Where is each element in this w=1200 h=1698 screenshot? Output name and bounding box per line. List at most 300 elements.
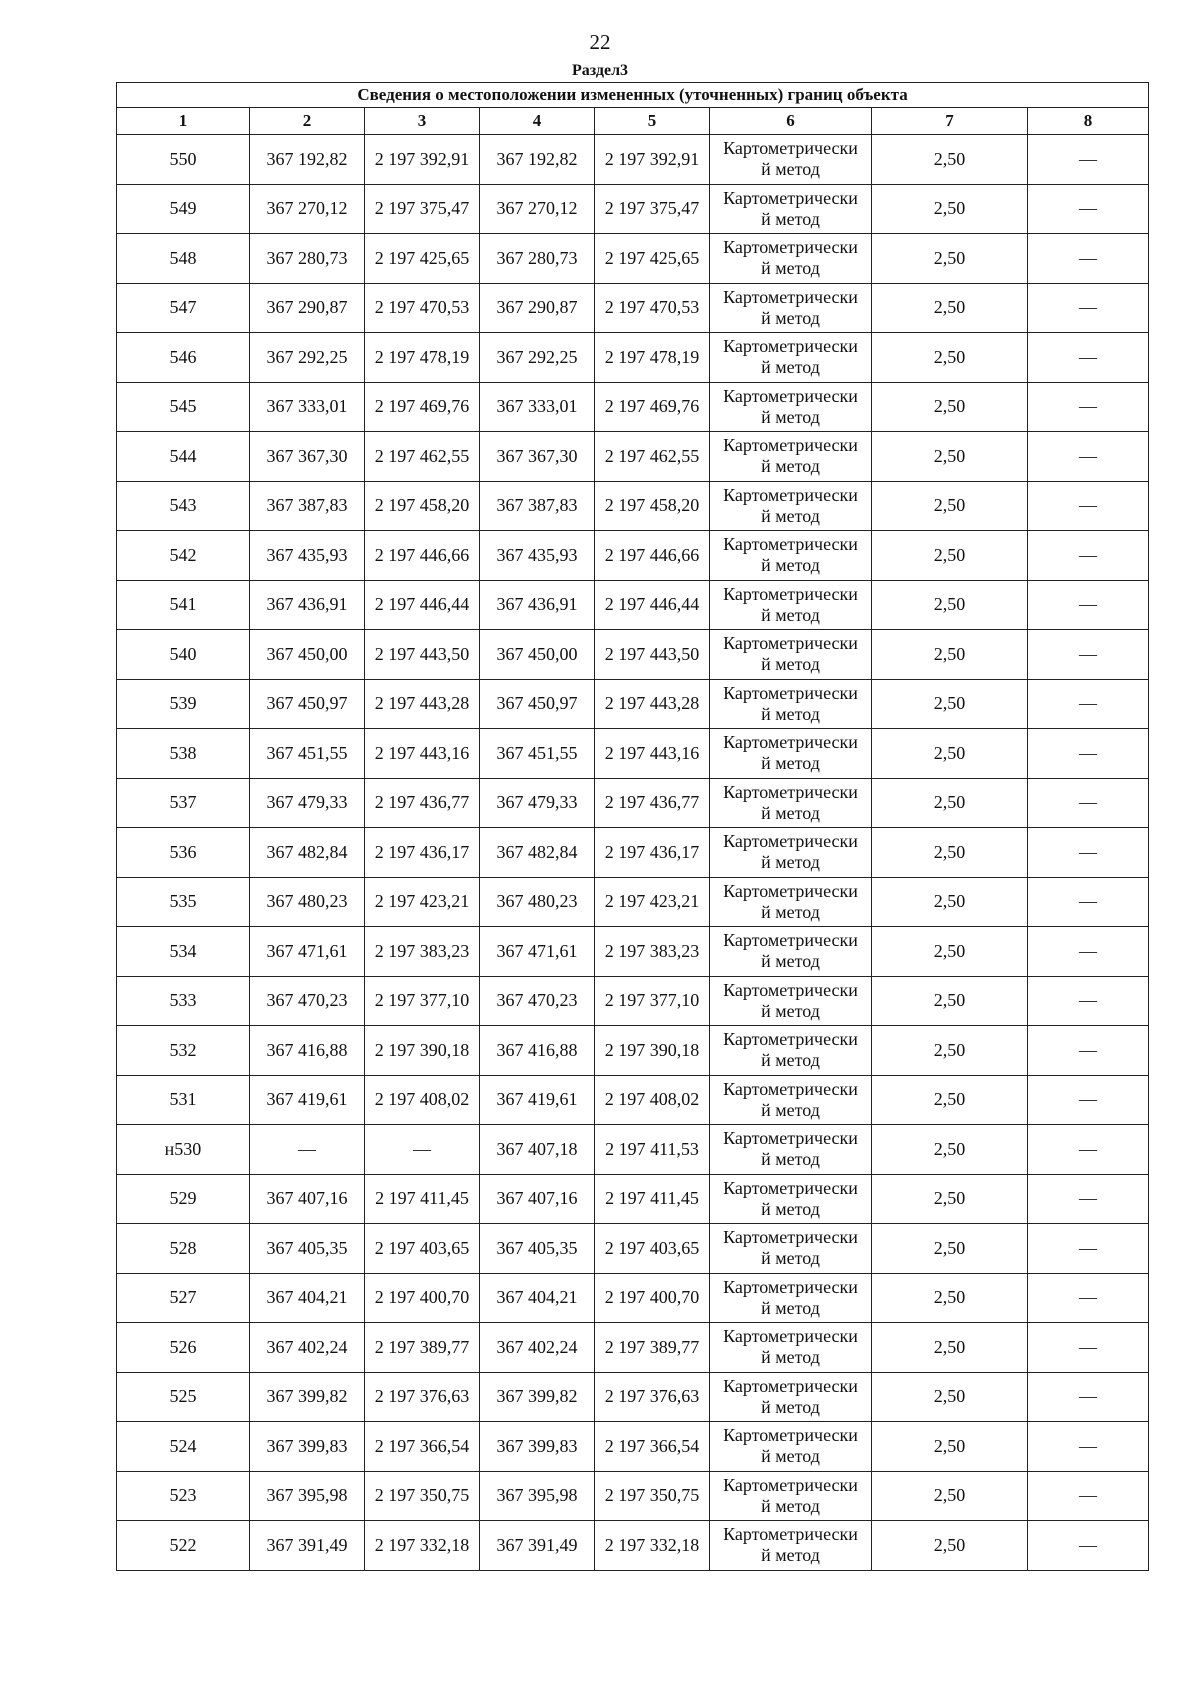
table-row xyxy=(117,531,1149,581)
table-cell-col-5: 2 197 400,70 xyxy=(595,1273,710,1323)
table-title: Сведения о местоположении измененных (уточненных) границ объекта xyxy=(117,83,1149,108)
column-header-3: 3 xyxy=(365,108,480,135)
table-row xyxy=(117,729,1149,779)
table-row xyxy=(117,481,1149,531)
table-cell-col-7: 2,50 xyxy=(872,1224,1028,1274)
table-cell-col-2: — xyxy=(250,1125,365,1175)
table-cell-col-7: 2,50 xyxy=(872,1075,1028,1125)
table-row xyxy=(117,1323,1149,1373)
method-text-line: Картометрически xyxy=(723,286,858,307)
table-cell-col-6 xyxy=(710,1422,872,1472)
table-cell-col-2: 367 435,93 xyxy=(250,531,365,581)
table-cell-col-5: 2 197 436,17 xyxy=(595,828,710,878)
table-row xyxy=(117,877,1149,927)
method-text-line: Картометрически xyxy=(723,583,858,604)
table-cell-col-3: 2 197 446,66 xyxy=(365,531,480,581)
table-cell-col-4: 367 480,23 xyxy=(480,877,595,927)
method-text-line: Картометрически xyxy=(723,1474,858,1495)
table-cell-col-3: 2 197 389,77 xyxy=(365,1323,480,1373)
table-cell-col-3: 2 197 443,16 xyxy=(365,729,480,779)
table-cell-col-5: 2 197 478,19 xyxy=(595,333,710,383)
table-cell-col-4: 367 435,93 xyxy=(480,531,595,581)
table-cell-col-7: 2,50 xyxy=(872,1026,1028,1076)
table-cell-col-6 xyxy=(710,283,872,333)
table-row xyxy=(117,432,1149,482)
table-cell-col-6 xyxy=(710,135,872,185)
column-header-7: 7 xyxy=(872,108,1028,135)
table-cell-col-3: 2 197 443,50 xyxy=(365,630,480,680)
column-header-1: 1 xyxy=(117,108,250,135)
table-row xyxy=(117,1422,1149,1472)
method-text-line: Картометрически xyxy=(723,385,858,406)
table-cell-col-8: — xyxy=(1028,1521,1149,1571)
table-cell-col-3: 2 197 470,53 xyxy=(365,283,480,333)
table-cell-col-1: 522 xyxy=(117,1521,250,1571)
table-cell-col-5: 2 197 377,10 xyxy=(595,976,710,1026)
table-cell-col-2: 367 192,82 xyxy=(250,135,365,185)
table-cell-col-1: 531 xyxy=(117,1075,250,1125)
table-cell-col-3: 2 197 383,23 xyxy=(365,927,480,977)
column-header-4: 4 xyxy=(480,108,595,135)
table-cell-col-7: 2,50 xyxy=(872,184,1028,234)
page-number: 22 xyxy=(589,30,611,54)
table-cell-col-8: — xyxy=(1028,234,1149,284)
table-cell-col-5: 2 197 389,77 xyxy=(595,1323,710,1373)
table-row xyxy=(117,1224,1149,1274)
table-cell-col-8: — xyxy=(1028,927,1149,977)
table-cell-col-3: 2 197 425,65 xyxy=(365,234,480,284)
method-text-line: Картометрически xyxy=(723,435,858,456)
table-cell-col-5: 2 197 390,18 xyxy=(595,1026,710,1076)
table-cell-col-8: — xyxy=(1028,531,1149,581)
method-text-line: Картометрически xyxy=(723,187,858,208)
method-text-line: й метод xyxy=(761,1248,820,1269)
table-cell-col-4: 367 280,73 xyxy=(480,234,595,284)
table-cell-col-6 xyxy=(710,679,872,729)
table-cell-col-7: 2,50 xyxy=(872,927,1028,977)
table-cell-col-5: 2 197 403,65 xyxy=(595,1224,710,1274)
table-cell-col-3: — xyxy=(365,1125,480,1175)
method-text-line: Картометрически xyxy=(723,633,858,654)
column-header-2: 2 xyxy=(250,108,365,135)
table-cell-col-7: 2,50 xyxy=(872,1323,1028,1373)
table-cell-col-4: 367 192,82 xyxy=(480,135,595,185)
method-text-line: Картометрически xyxy=(723,534,858,555)
method-text-line: Картометрически xyxy=(723,880,858,901)
table-cell-col-7: 2,50 xyxy=(872,828,1028,878)
table-cell-col-2: 367 407,16 xyxy=(250,1174,365,1224)
table-cell-col-4: 367 399,82 xyxy=(480,1372,595,1422)
table-cell-col-3: 2 197 400,70 xyxy=(365,1273,480,1323)
table-cell-col-2: 367 436,91 xyxy=(250,580,365,630)
table-row xyxy=(117,927,1149,977)
table-cell-col-3: 2 197 403,65 xyxy=(365,1224,480,1274)
method-text-line: Картометрически xyxy=(723,1177,858,1198)
table-cell-col-7: 2,50 xyxy=(872,1372,1028,1422)
table-cell-col-8: — xyxy=(1028,333,1149,383)
table-cell-col-8: — xyxy=(1028,1174,1149,1224)
table-cell-col-6 xyxy=(710,828,872,878)
table-cell-col-3: 2 197 390,18 xyxy=(365,1026,480,1076)
method-text-line: й метод xyxy=(761,1149,820,1170)
table-row xyxy=(117,382,1149,432)
table-cell-col-4: 367 270,12 xyxy=(480,184,595,234)
table-cell-col-4: 367 451,55 xyxy=(480,729,595,779)
table-cell-col-7: 2,50 xyxy=(872,1521,1028,1571)
table-cell-col-8: — xyxy=(1028,630,1149,680)
table-row xyxy=(117,234,1149,284)
table-cell-col-6 xyxy=(710,877,872,927)
table-row xyxy=(117,580,1149,630)
method-text-line: Картометрически xyxy=(723,336,858,357)
table-cell-col-8: — xyxy=(1028,283,1149,333)
table-cell-col-6 xyxy=(710,1323,872,1373)
table-cell-col-2: 367 292,25 xyxy=(250,333,365,383)
table-cell-col-8: — xyxy=(1028,135,1149,185)
table-cell-col-5: 2 197 458,20 xyxy=(595,481,710,531)
table-cell-col-2: 367 333,01 xyxy=(250,382,365,432)
method-text-line: Картометрически xyxy=(723,1425,858,1446)
table-cell-col-8: — xyxy=(1028,1323,1149,1373)
table-row xyxy=(117,283,1149,333)
method-text-line: й метод xyxy=(761,901,820,922)
table-cell-col-5: 2 197 443,28 xyxy=(595,679,710,729)
method-text-line: Картометрически xyxy=(723,1078,858,1099)
method-text-line: Картометрически xyxy=(723,781,858,802)
table-row xyxy=(117,1273,1149,1323)
table-cell-col-1: 545 xyxy=(117,382,250,432)
table-cell-col-2: 367 450,97 xyxy=(250,679,365,729)
table-cell-col-8: — xyxy=(1028,184,1149,234)
table-row xyxy=(117,1026,1149,1076)
column-header-8: 8 xyxy=(1028,108,1149,135)
table-cell-col-5: 2 197 446,44 xyxy=(595,580,710,630)
table-cell-col-8: — xyxy=(1028,1422,1149,1472)
table-cell-col-8: — xyxy=(1028,976,1149,1026)
table-cell-col-7: 2,50 xyxy=(872,531,1028,581)
method-text-line: й метод xyxy=(761,753,820,774)
table-cell-col-1: 535 xyxy=(117,877,250,927)
table-cell-col-7: 2,50 xyxy=(872,481,1028,531)
method-text-line: Картометрически xyxy=(723,979,858,1000)
table-cell-col-6 xyxy=(710,976,872,1026)
column-header-6: 6 xyxy=(710,108,872,135)
table-cell-col-6 xyxy=(710,382,872,432)
table-cell-col-3: 2 197 408,02 xyxy=(365,1075,480,1125)
table-cell-col-2: 367 402,24 xyxy=(250,1323,365,1373)
table-cell-col-4: 367 399,83 xyxy=(480,1422,595,1472)
table-cell-col-4: 367 419,61 xyxy=(480,1075,595,1125)
table-cell-col-2: 367 367,30 xyxy=(250,432,365,482)
table-cell-col-4: 367 292,25 xyxy=(480,333,595,383)
table-cell-col-3: 2 197 411,45 xyxy=(365,1174,480,1224)
table-cell-col-2: 367 479,33 xyxy=(250,778,365,828)
table-body xyxy=(117,135,1149,1571)
table-cell-col-4: 367 402,24 xyxy=(480,1323,595,1373)
table-row xyxy=(117,1471,1149,1521)
table-cell-col-5: 2 197 443,50 xyxy=(595,630,710,680)
table-cell-col-2: 367 399,83 xyxy=(250,1422,365,1472)
table-cell-col-8: — xyxy=(1028,828,1149,878)
table-cell-col-1: 547 xyxy=(117,283,250,333)
table-cell-col-6 xyxy=(710,1521,872,1571)
method-text-line: Картометрически xyxy=(723,1375,858,1396)
table-cell-col-4: 367 471,61 xyxy=(480,927,595,977)
table-cell-col-2: 367 290,87 xyxy=(250,283,365,333)
table-row xyxy=(117,1075,1149,1125)
table-cell-col-4: 367 416,88 xyxy=(480,1026,595,1076)
table-row xyxy=(117,679,1149,729)
method-text-line: й метод xyxy=(761,555,820,576)
table-cell-col-4: 367 391,49 xyxy=(480,1521,595,1571)
table-cell-col-1: 549 xyxy=(117,184,250,234)
table-cell-col-8: — xyxy=(1028,1026,1149,1076)
table-cell-col-1: 546 xyxy=(117,333,250,383)
table-cell-col-5: 2 197 332,18 xyxy=(595,1521,710,1571)
table-cell-col-8: — xyxy=(1028,729,1149,779)
method-text-line: й метод xyxy=(761,258,820,279)
table-header-row xyxy=(117,108,1149,135)
method-text-line: й метод xyxy=(761,802,820,823)
method-text-line: й метод xyxy=(761,1545,820,1566)
method-text-line: й метод xyxy=(761,654,820,675)
method-text-line: Картометрически xyxy=(723,682,858,703)
table-cell-col-7: 2,50 xyxy=(872,976,1028,1026)
method-text-line: й метод xyxy=(761,357,820,378)
table-cell-col-8: — xyxy=(1028,1075,1149,1125)
table-cell-col-1: 524 xyxy=(117,1422,250,1472)
table-cell-col-4: 367 470,23 xyxy=(480,976,595,1026)
table-cell-col-5: 2 197 425,65 xyxy=(595,234,710,284)
table-cell-col-2: 367 399,82 xyxy=(250,1372,365,1422)
table-cell-col-1: 525 xyxy=(117,1372,250,1422)
table-cell-col-2: 367 404,21 xyxy=(250,1273,365,1323)
method-text-line: Картометрически xyxy=(723,1276,858,1297)
table-cell-col-5: 2 197 411,45 xyxy=(595,1174,710,1224)
method-text-line: Картометрически xyxy=(723,1128,858,1149)
table-cell-col-5: 2 197 462,55 xyxy=(595,432,710,482)
table-cell-col-6 xyxy=(710,1372,872,1422)
table-cell-col-5: 2 197 408,02 xyxy=(595,1075,710,1125)
table-cell-col-5: 2 197 392,91 xyxy=(595,135,710,185)
table-cell-col-1: 540 xyxy=(117,630,250,680)
table-cell-col-6 xyxy=(710,778,872,828)
table-cell-col-5: 2 197 446,66 xyxy=(595,531,710,581)
table-cell-col-4: 367 450,97 xyxy=(480,679,595,729)
column-header-5: 5 xyxy=(595,108,710,135)
method-text-line: й метод xyxy=(761,951,820,972)
table-cell-col-8: — xyxy=(1028,1372,1149,1422)
table-cell-col-6 xyxy=(710,927,872,977)
table-cell-col-6 xyxy=(710,481,872,531)
table-cell-col-3: 2 197 350,75 xyxy=(365,1471,480,1521)
table-row xyxy=(117,135,1149,185)
table-cell-col-1: 538 xyxy=(117,729,250,779)
method-text-line: й метод xyxy=(761,159,820,180)
table-cell-col-6 xyxy=(710,234,872,284)
method-text-line: й метод xyxy=(761,406,820,427)
table-cell-col-2: 367 391,49 xyxy=(250,1521,365,1571)
table-cell-col-6 xyxy=(710,1174,872,1224)
table-cell-col-8: — xyxy=(1028,778,1149,828)
table-cell-col-6 xyxy=(710,1471,872,1521)
table-cell-col-8: — xyxy=(1028,580,1149,630)
method-text-line: й метод xyxy=(761,1198,820,1219)
table-cell-col-6 xyxy=(710,1224,872,1274)
method-text-line: Картометрически xyxy=(723,138,858,159)
table-cell-col-5: 2 197 423,21 xyxy=(595,877,710,927)
table-cell-col-1: 534 xyxy=(117,927,250,977)
table-cell-col-3: 2 197 443,28 xyxy=(365,679,480,729)
method-text-line: й метод xyxy=(761,703,820,724)
table-cell-col-6 xyxy=(710,630,872,680)
table-cell-col-3: 2 197 462,55 xyxy=(365,432,480,482)
table-cell-col-6 xyxy=(710,184,872,234)
table-row xyxy=(117,1372,1149,1422)
table-row xyxy=(117,184,1149,234)
table-cell-col-4: 367 407,16 xyxy=(480,1174,595,1224)
table-row xyxy=(117,1174,1149,1224)
method-text-line: Картометрически xyxy=(723,831,858,852)
table-cell-col-1: 550 xyxy=(117,135,250,185)
table-cell-col-8: — xyxy=(1028,1471,1149,1521)
table-cell-col-4: 367 407,18 xyxy=(480,1125,595,1175)
table-cell-col-3: 2 197 423,21 xyxy=(365,877,480,927)
table-cell-col-2: 367 280,73 xyxy=(250,234,365,284)
table-cell-col-6 xyxy=(710,1026,872,1076)
table-cell-col-1: 527 xyxy=(117,1273,250,1323)
method-text-line: й метод xyxy=(761,1050,820,1071)
table-cell-col-4: 367 482,84 xyxy=(480,828,595,878)
table-cell-col-7: 2,50 xyxy=(872,877,1028,927)
table-cell-col-3: 2 197 332,18 xyxy=(365,1521,480,1571)
method-text-line: й метод xyxy=(761,1495,820,1516)
table-cell-col-5: 2 197 366,54 xyxy=(595,1422,710,1472)
method-text-line: й метод xyxy=(761,1297,820,1318)
table-cell-col-3: 2 197 377,10 xyxy=(365,976,480,1026)
table-row xyxy=(117,1521,1149,1571)
method-text-line: й метод xyxy=(761,1099,820,1120)
method-text-line: й метод xyxy=(761,208,820,229)
table-cell-col-5: 2 197 443,16 xyxy=(595,729,710,779)
table-row xyxy=(117,333,1149,383)
table-cell-col-7: 2,50 xyxy=(872,1273,1028,1323)
table-row xyxy=(117,778,1149,828)
table-cell-col-1: 541 xyxy=(117,580,250,630)
table-cell-col-3: 2 197 366,54 xyxy=(365,1422,480,1472)
table-cell-col-4: 367 450,00 xyxy=(480,630,595,680)
table-cell-col-3: 2 197 375,47 xyxy=(365,184,480,234)
table-cell-col-6 xyxy=(710,531,872,581)
table-cell-col-2: 367 450,00 xyxy=(250,630,365,680)
method-text-line: Картометрически xyxy=(723,237,858,258)
table-cell-col-2: 367 451,55 xyxy=(250,729,365,779)
table-cell-col-4: 367 367,30 xyxy=(480,432,595,482)
table-cell-col-5: 2 197 469,76 xyxy=(595,382,710,432)
table-cell-col-1: 539 xyxy=(117,679,250,729)
table-cell-col-1: 533 xyxy=(117,976,250,1026)
table-cell-col-7: 2,50 xyxy=(872,1125,1028,1175)
method-text-line: Картометрически xyxy=(723,1326,858,1347)
table-cell-col-1: 532 xyxy=(117,1026,250,1076)
boundary-coordinates-table xyxy=(116,82,1149,1571)
table-cell-col-1: 526 xyxy=(117,1323,250,1373)
method-text-line: Картометрически xyxy=(723,732,858,753)
table-title-row xyxy=(117,83,1149,108)
table-cell-col-8: — xyxy=(1028,679,1149,729)
table-cell-col-3: 2 197 376,63 xyxy=(365,1372,480,1422)
table-cell-col-3: 2 197 446,44 xyxy=(365,580,480,630)
table-cell-col-8: — xyxy=(1028,432,1149,482)
table-cell-col-3: 2 197 392,91 xyxy=(365,135,480,185)
table-cell-col-5: 2 197 436,77 xyxy=(595,778,710,828)
table-cell-col-6 xyxy=(710,580,872,630)
table-cell-col-1: 529 xyxy=(117,1174,250,1224)
method-text-line: й метод xyxy=(761,456,820,477)
table-cell-col-8: — xyxy=(1028,1125,1149,1175)
table-cell-col-7: 2,50 xyxy=(872,283,1028,333)
method-text-line: Картометрически xyxy=(723,1029,858,1050)
method-text-line: й метод xyxy=(761,852,820,873)
table-cell-col-4: 367 436,91 xyxy=(480,580,595,630)
table-cell-col-3: 2 197 436,17 xyxy=(365,828,480,878)
table-cell-col-8: — xyxy=(1028,1273,1149,1323)
table-cell-col-2: 367 482,84 xyxy=(250,828,365,878)
table-cell-col-5: 2 197 375,47 xyxy=(595,184,710,234)
table-cell-col-2: 367 419,61 xyxy=(250,1075,365,1125)
table-cell-col-2: 367 416,88 xyxy=(250,1026,365,1076)
table-cell-col-7: 2,50 xyxy=(872,1422,1028,1472)
table-cell-col-5: 2 197 383,23 xyxy=(595,927,710,977)
table-cell-col-7: 2,50 xyxy=(872,333,1028,383)
table-cell-col-4: 367 395,98 xyxy=(480,1471,595,1521)
table-cell-col-6 xyxy=(710,729,872,779)
table-cell-col-7: 2,50 xyxy=(872,580,1028,630)
table-cell-col-3: 2 197 469,76 xyxy=(365,382,480,432)
table-cell-col-7: 2,50 xyxy=(872,135,1028,185)
method-text-line: й метод xyxy=(761,1000,820,1021)
table-cell-col-5: 2 197 411,53 xyxy=(595,1125,710,1175)
table-cell-col-2: 367 395,98 xyxy=(250,1471,365,1521)
method-text-line: й метод xyxy=(761,307,820,328)
table-cell-col-2: 367 470,23 xyxy=(250,976,365,1026)
table-cell-col-1: 537 xyxy=(117,778,250,828)
method-text-line: Картометрически xyxy=(723,1227,858,1248)
table-cell-col-1: н530 xyxy=(117,1125,250,1175)
table-row xyxy=(117,1125,1149,1175)
table-cell-col-6 xyxy=(710,333,872,383)
table-cell-col-1: 544 xyxy=(117,432,250,482)
table-cell-col-8: — xyxy=(1028,1224,1149,1274)
table-cell-col-3: 2 197 436,77 xyxy=(365,778,480,828)
method-text-line: й метод xyxy=(761,1396,820,1417)
table-cell-col-2: 367 270,12 xyxy=(250,184,365,234)
table-cell-col-7: 2,50 xyxy=(872,679,1028,729)
method-text-line: Картометрически xyxy=(723,484,858,505)
table-cell-col-2: 367 480,23 xyxy=(250,877,365,927)
table-cell-col-2: 367 387,83 xyxy=(250,481,365,531)
section-label: Раздел3 xyxy=(571,62,629,79)
table-cell-col-6 xyxy=(710,1125,872,1175)
table-cell-col-4: 367 387,83 xyxy=(480,481,595,531)
table-cell-col-7: 2,50 xyxy=(872,382,1028,432)
table-cell-col-8: — xyxy=(1028,382,1149,432)
table-cell-col-7: 2,50 xyxy=(872,729,1028,779)
table-cell-col-8: — xyxy=(1028,877,1149,927)
table-cell-col-7: 2,50 xyxy=(872,778,1028,828)
table-cell-col-4: 367 333,01 xyxy=(480,382,595,432)
table-cell-col-8: — xyxy=(1028,481,1149,531)
